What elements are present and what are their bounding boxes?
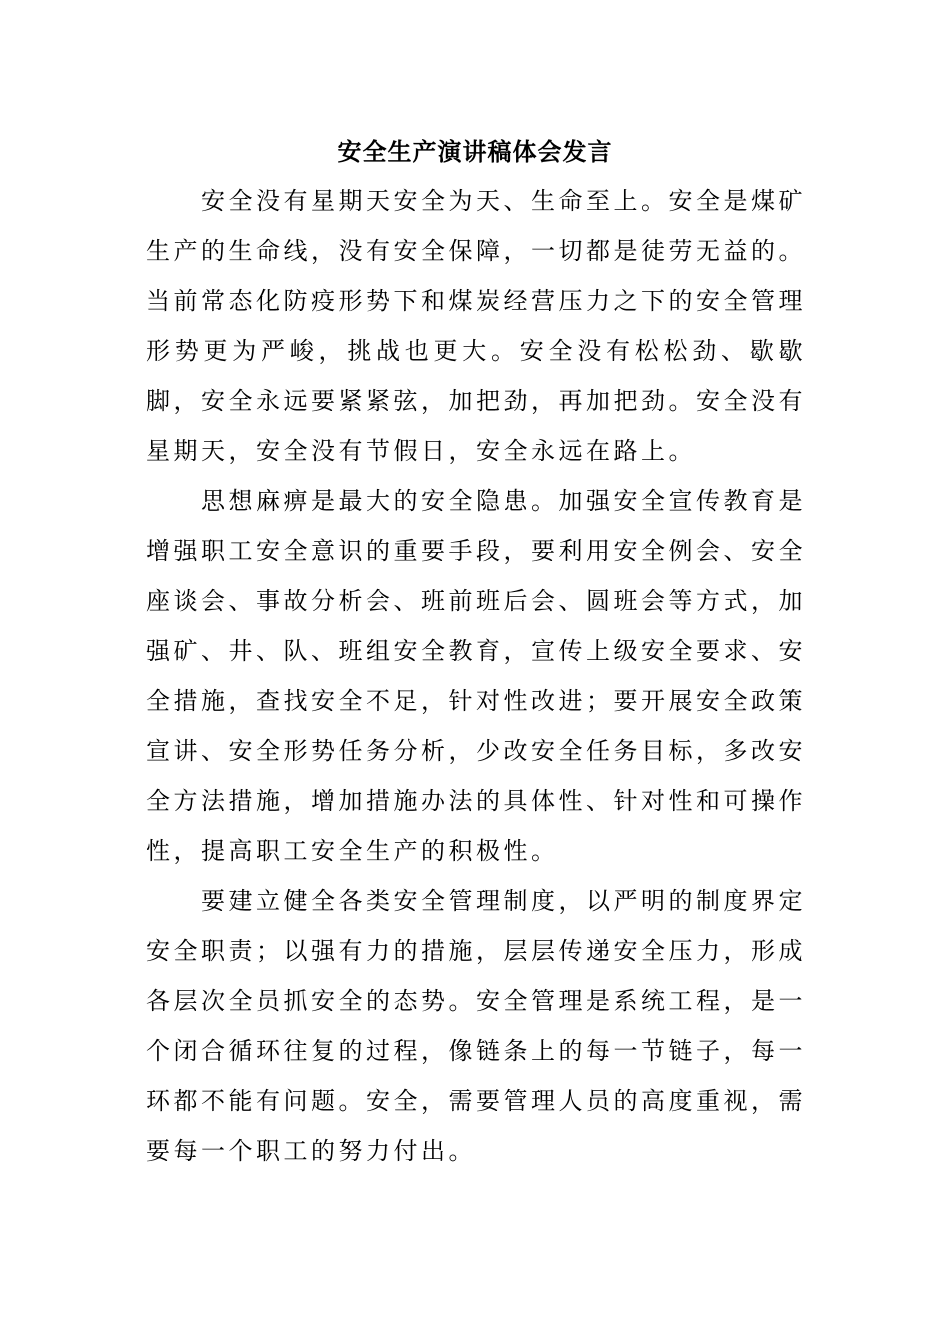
document-title: 安全生产演讲稿体会发言 [337,137,613,166]
paragraph-2: 思想麻痹是最大的安全隐患。加强安全宣传教育是增强职工安全意识的重要手段，要利用安全例会、安全座谈会、事故分析会、班前班后会、圆班会等方式，加强矿、井、队、班组安全教育，宣传上级安全要求、安全措施，查找安全不足，针对性改进；要开展安全政策宣讲、安全形势任务分析，少改安全任务目标，多改安全方法措施，增加措施办法的具体性、针对性和可操作性，提高职工安全生产的积极性。 [146,487,806,865]
document-body [146,176,806,1176]
paragraph-3: 要建立健全各类安全管理制度，以严明的制度界定安全职责；以强有力的措施，层层传递安全压力，形成各层次全员抓安全的态势。安全管理是系统工程，是一个闭合循环往复的过程，像链条上的每一节链子，每一环都不能有问题。安全，需要管理人员的高度重视，需要每一个职工的努力付出。 [146,887,806,1165]
paragraph-1: 安全没有星期天安全为天、生命至上。安全是煤矿生产的生命线，没有安全保障，一切都是徒劳无益的。当前常态化防疫形势下和煤炭经营压力之下的安全管理形势更为严峻，挑战也更大。安全没有松松劲、歇歇脚，安全永远要紧紧弦，加把劲，再加把劲。安全没有星期天，安全没有节假日，安全永远在路上。 [146,187,806,465]
